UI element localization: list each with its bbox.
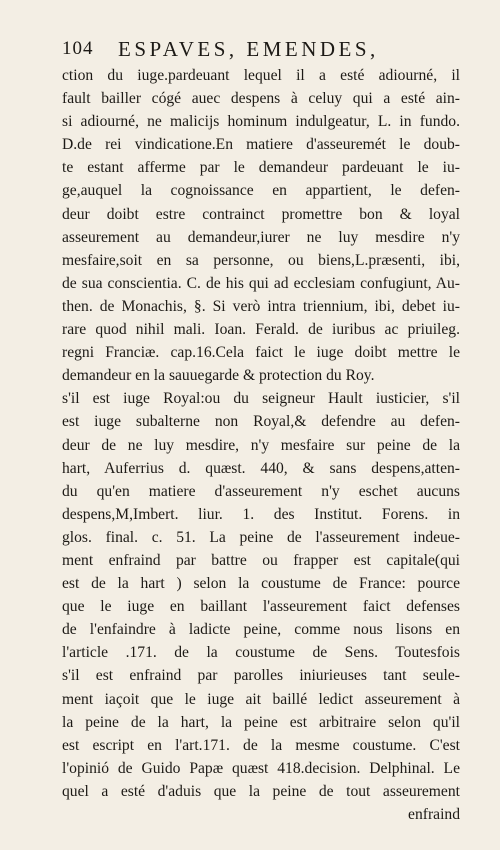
text-line: glos. final. c. 51. La peine de l'asseurement indeue- <box>62 528 460 546</box>
text-line: ment enfraind par battre ou frapper est capitale(qui <box>62 551 460 569</box>
text-line: rare quod nihil mali. Ioan. Ferald. de iuribus ac priuileg. <box>62 321 460 339</box>
text-line: hart, Auferrius d. quæst. 440, & sans despens,atten- <box>62 459 460 477</box>
body-text <box>62 64 460 826</box>
text-line: fault bailler cógé auec despens à celuy qui a esté ain- <box>62 90 460 108</box>
page-header <box>62 38 462 64</box>
text-line: regni Franciæ. cap.16.Cela faict le iuge doibt mettre le <box>62 344 460 362</box>
text-line: s'il est enfraind par parolles iniurieuses tant seule- <box>62 667 460 685</box>
text-line: est de la hart ) selon la coustume de France: pource <box>62 575 460 593</box>
text-line: enfraind <box>408 806 460 823</box>
running-head: ESPAVES, EMENDES, <box>118 37 379 61</box>
text-line: quel a esté d'aduis que la peine de tout asseurement <box>62 782 460 800</box>
text-line: est escript en l'art.171. de la mesme coustume. C'est <box>62 736 460 754</box>
text-line: then. de Monachis, §. Si verò intra triennium, ibi, debet iu- <box>62 297 460 315</box>
text-line: deur doibt estre contrainct promettre bon & loyal <box>62 205 460 223</box>
text-line: despens,M,Imbert. liur. 1. des Institut. Forens. in <box>62 505 460 523</box>
text-line: du qu'en matiere d'asseurement n'y eschet aucuns <box>62 482 460 500</box>
text-line: la peine de la hart, la peine est arbitraire selon qu'il <box>62 713 460 731</box>
text-line: l'opinió de Guido Papæ quæst 418.decision. Delphinal. Le <box>62 759 460 777</box>
text-line: ment iaçoit que le iuge ait baillé ledict asseurement à <box>62 690 460 708</box>
text-line: mesfaire,soit en sa personne, ou biens,L.præsenti, ibi, <box>62 251 460 269</box>
text-line: est iuge subalterne non Royal,& defendre au defen- <box>62 413 460 431</box>
text-line: l'article .171. de la coustume de Sens. Toutesfois <box>62 644 460 662</box>
text-line: ge,auquel la cognoissance en appartient, le defen- <box>62 182 460 200</box>
text-line: de l'enfaindre à ladicte peine, comme nous lisons en <box>62 621 460 639</box>
text-line: D.de rei vindicatione.En matiere d'asseuremét le doub- <box>62 136 460 154</box>
page-number: 104 <box>62 38 94 59</box>
text-line: de sua conscientia. C. de his qui ad ecclesiam confugiunt, Au- <box>62 274 460 292</box>
text-line: si adiourné, ne malicijs hominum indulgeatur, L. in fundo. <box>62 113 460 131</box>
text-line: que le iuge en baillant l'asseurement faict defenses <box>62 598 460 616</box>
text-line: deur de ne luy mesdire, n'y mesfaire sur peine de la <box>62 436 460 454</box>
text-line: demandeur en la sauuegarde & protection du Roy. <box>62 367 375 385</box>
text-line: ction du iuge.pardeuant lequel il a esté adiourné, il <box>62 67 460 84</box>
text-line: s'il est iuge Royal:ou du seigneur Hault iusticier, s'il <box>62 390 460 408</box>
text-line: te estant afferme par le demandeur pardeuant le iu- <box>62 159 460 177</box>
text-line: asseurement au demandeur,iurer ne luy mesdire n'y <box>62 228 460 246</box>
